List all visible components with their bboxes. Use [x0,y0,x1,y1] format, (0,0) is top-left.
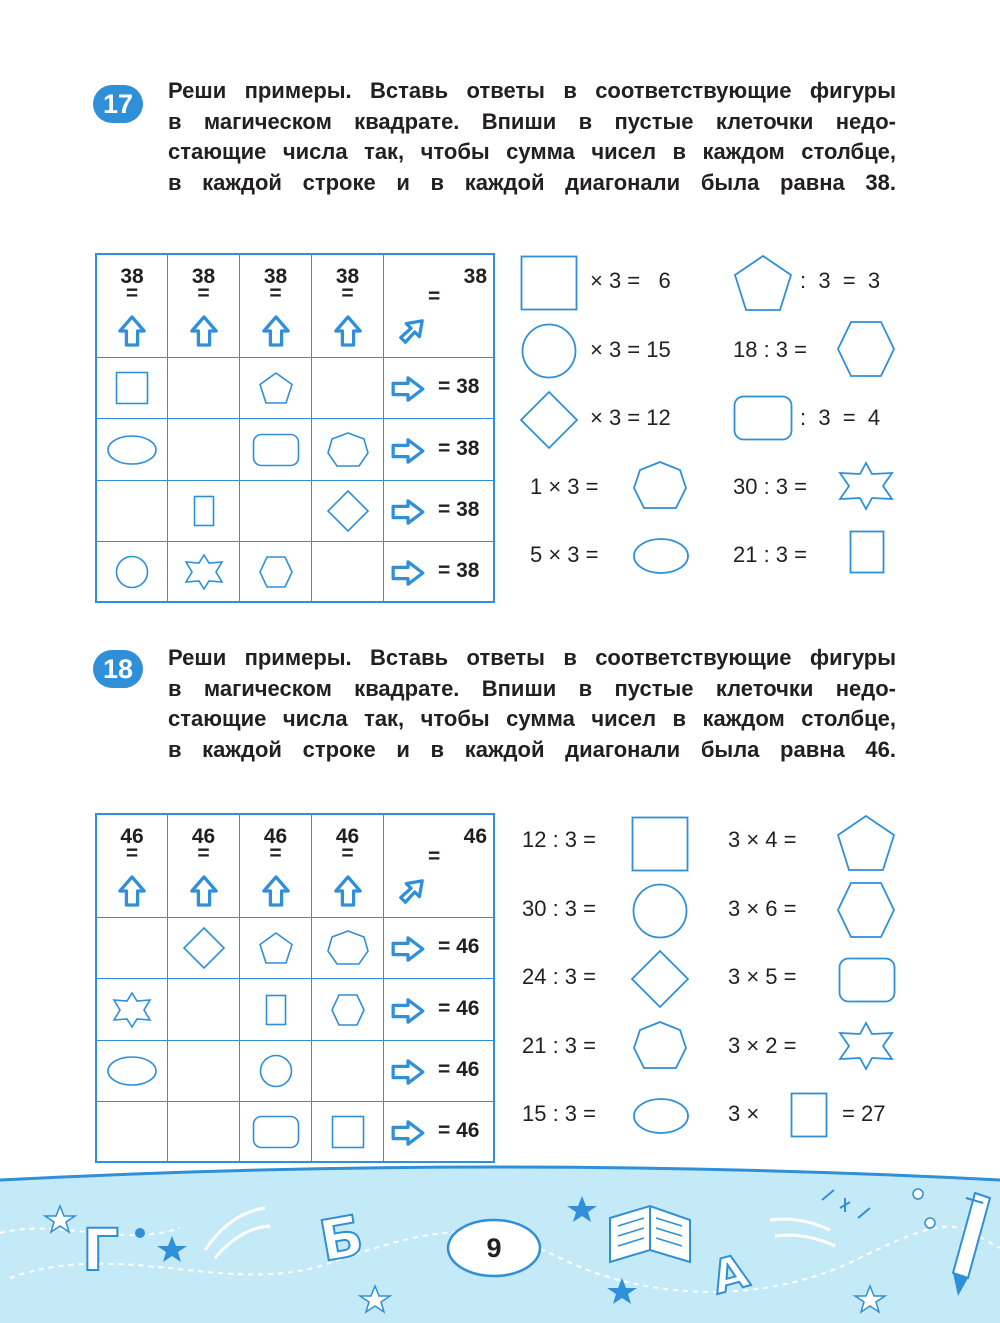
oval-icon[interactable] [632,536,690,576]
grid-cell[interactable] [97,481,168,542]
magic-square-18 [95,813,495,1163]
diag-sum-cell [384,815,493,918]
letter-a: А [705,1243,755,1305]
grid-cell[interactable] [240,358,312,419]
col-sum-cell [97,815,168,918]
diag-sum-cell [384,255,493,358]
row-sum: = 38 [438,375,480,398]
rounded-rect-icon[interactable] [838,957,896,1003]
equation: 12 : 3 = [522,827,597,852]
circle-icon [259,1054,293,1088]
rectangle-icon[interactable] [849,530,885,574]
heptagon-icon [326,929,370,967]
circle-icon[interactable] [520,323,578,379]
equals-sign: = [269,842,282,865]
arrow-right-icon [391,499,425,525]
diag-sum: 46 [463,825,487,848]
grid-cell[interactable] [97,979,168,1041]
square-icon [331,1115,365,1149]
arrow-right-icon [391,1120,425,1146]
arrow-up-icon [262,315,290,347]
row-sum: = 46 [438,935,480,958]
grid-cell[interactable] [312,979,384,1041]
grid-cell[interactable] [240,1041,312,1102]
row-sum-cell [384,918,493,979]
rectangle-icon[interactable] [790,1092,828,1138]
star-icon [110,991,154,1029]
magic-square-17 [95,253,495,603]
diag-sum: 38 [463,265,487,288]
col-sum-cell [312,815,384,918]
equation: 18 : 3 = [733,337,808,362]
text-line: стающие числа так, чтобы сумма чисел в каждом столбце, [168,139,896,164]
star-icon[interactable] [836,1021,896,1071]
dot [135,1228,145,1238]
grid-cell[interactable] [240,481,312,542]
arrow-up-icon [334,315,362,347]
grid-cell[interactable] [97,1041,168,1102]
equation: 30 : 3 = [522,896,597,921]
page-number: 9 [486,1233,502,1263]
pentagon-icon [258,371,294,405]
grid-cell[interactable] [312,481,384,542]
rounded-rect-icon [252,1115,300,1149]
arrow-up-icon [334,875,362,907]
rounded-rect-icon[interactable] [733,395,793,441]
arrow-right-icon [391,560,425,586]
text-line: стающие числа так, чтобы сумма чисел в каждом столбце, [168,706,896,731]
equation: 3 × 2 = [728,1033,797,1058]
col-sum: 38 [191,265,216,288]
arrow-right-icon [391,1059,425,1085]
col-sum: 46 [263,825,288,848]
col-sum-cell [97,255,168,358]
grid-cell[interactable] [240,979,312,1041]
grid-cell[interactable] [168,419,240,481]
rounded-rect-icon [252,433,300,467]
equals-sign: = [341,842,354,865]
equals-sign: = [125,282,139,305]
equation: 24 : 3 = [522,964,597,989]
grid-cell[interactable] [168,1041,240,1102]
row-sum: = 46 [438,1118,480,1142]
equation: : 3 = 3 [800,268,881,293]
rectangle-icon [193,495,215,527]
col-sum: 38 [120,265,144,288]
arrow-right-icon [391,998,425,1024]
equation: 3 × 5 = [728,964,797,989]
equals-sign: = [125,842,139,865]
diamond-icon [182,926,226,970]
dot [925,1218,935,1228]
row-sum-cell [384,419,493,481]
grid-cell[interactable] [240,542,312,601]
equation: 21 : 3 = [522,1033,597,1058]
row-sum: = 38 [438,558,480,582]
circle-icon[interactable] [631,883,689,939]
grid-cell[interactable] [312,542,384,601]
row-sum-cell [384,1102,493,1161]
grid-cell[interactable] [312,358,384,419]
col-sum-cell [240,815,312,918]
row-sum: = 38 [438,498,480,521]
hexagon-icon[interactable] [836,881,896,939]
square-icon [115,371,149,405]
oval-icon [106,434,158,466]
grid-cell[interactable] [240,419,312,481]
text-line: в магическом квадрате. Впиши в пустые клеточки недо- [168,675,896,701]
diamond-icon [326,489,370,533]
hexagon-icon [258,555,294,589]
equation: 15 : 3 = [522,1101,597,1126]
grid-cell[interactable] [312,1102,384,1161]
row-sum-cell [384,542,493,601]
grid-cell[interactable] [168,918,240,979]
exercise-18-badge: 18 [93,650,143,688]
heptagon-icon[interactable] [632,1020,688,1072]
equation: 30 : 3 = [733,474,808,499]
arrow-diagonal-icon [397,878,425,906]
col-sum-cell [240,255,312,358]
pentagon-icon [258,931,294,965]
grid-cell[interactable] [168,1102,240,1161]
square-icon[interactable] [631,816,689,872]
equals-sign: = [269,282,282,305]
grid-cell[interactable] [312,918,384,979]
arrow-right-icon [391,936,425,962]
col-sum: 46 [335,825,360,848]
equation: 3 × 6 = [728,896,797,921]
arrow-right-icon [391,438,425,464]
equals-sign: = [341,282,354,305]
equation: 5 × 3 = [530,542,599,567]
grid-cell[interactable] [97,1102,168,1161]
row-sum: = 46 [438,1058,480,1081]
square-icon[interactable] [520,255,578,311]
equation: 3 × 4 = [728,827,797,852]
grid-cell[interactable] [97,542,168,601]
equation: × 3 = 15 [590,337,671,362]
row-sum-cell [384,358,493,419]
exercise-17-text [168,76,896,198]
text-line: Реши примеры. Вставь ответы в соответствующие фигуры [168,78,896,103]
col-sum: 46 [120,825,144,848]
arrow-up-icon [118,315,146,347]
grid-cell[interactable] [168,358,240,419]
hexagon-icon [330,993,366,1027]
row-sum-cell [384,481,493,542]
grid-cell[interactable] [312,1041,384,1102]
col-sum: 38 [335,265,360,288]
row-sum-cell [384,1041,493,1102]
diamond-icon[interactable] [519,390,579,450]
equation: 3 × [728,1101,760,1126]
dot [913,1189,923,1199]
diamond-icon[interactable] [630,949,690,1009]
star-icon[interactable] [836,461,896,511]
equals-sign: = [197,282,210,305]
arrow-right-icon [391,376,425,402]
arrow-up-icon [262,875,290,907]
pentagon-icon[interactable] [733,254,793,312]
arrow-diagonal-icon [397,318,425,346]
arrow-up-icon [190,875,218,907]
grid-cell[interactable] [312,419,384,481]
arrow-up-icon [118,875,146,907]
oval-icon[interactable] [632,1096,690,1136]
equation: = 27 [842,1101,886,1126]
grid-cell[interactable] [168,481,240,542]
col-sum: 38 [263,265,288,288]
grid-cell[interactable] [97,358,168,419]
letter-b: Б [314,1203,369,1275]
exercise-18-text [168,643,896,765]
star-icon [182,553,226,591]
grid-cell[interactable] [168,979,240,1041]
heptagon-icon [326,431,370,469]
grid-cell[interactable] [168,542,240,601]
pentagon-icon[interactable] [836,814,896,872]
grid-cell[interactable] [240,918,312,979]
exercise-17-badge: 17 [93,85,143,123]
equation: × 3 = 12 [590,405,671,430]
text-line: Реши примеры. Вставь ответы в соответствующие фигуры [168,645,896,670]
arrow-up-icon [190,315,218,347]
text-line: в каждой строке и в каждой диагонали была равна 38. [168,169,896,195]
col-sum-cell [168,815,240,918]
equation: 21 : 3 = [733,542,808,567]
grid-cell[interactable] [97,918,168,979]
text-line: в каждой строке и в каждой диагонали была равна 46. [168,736,896,762]
equation: : 3 = 4 [800,405,881,430]
equals-sign: = [428,845,441,868]
col-sum-cell [312,255,384,358]
row-sum: = 46 [438,996,480,1020]
col-sum: 46 [191,825,216,848]
equals-sign: = [197,842,210,865]
equals-sign: = [428,285,441,308]
text-line: в магическом квадрате. Впиши в пустые клеточки недо- [168,108,896,134]
rectangle-icon [265,994,287,1026]
oval-icon [106,1055,158,1087]
equation: 1 × 3 = [530,474,599,499]
heptagon-icon[interactable] [632,460,688,512]
equation: × 3 = 6 [590,268,671,293]
row-sum: = 38 [438,436,480,460]
col-sum-cell [168,255,240,358]
grid-cell[interactable] [240,1102,312,1161]
hexagon-icon[interactable] [836,320,896,378]
grid-cell[interactable] [97,419,168,481]
circle-icon [115,555,149,589]
letter-g: Г [82,1216,119,1284]
row-sum-cell [384,979,493,1041]
